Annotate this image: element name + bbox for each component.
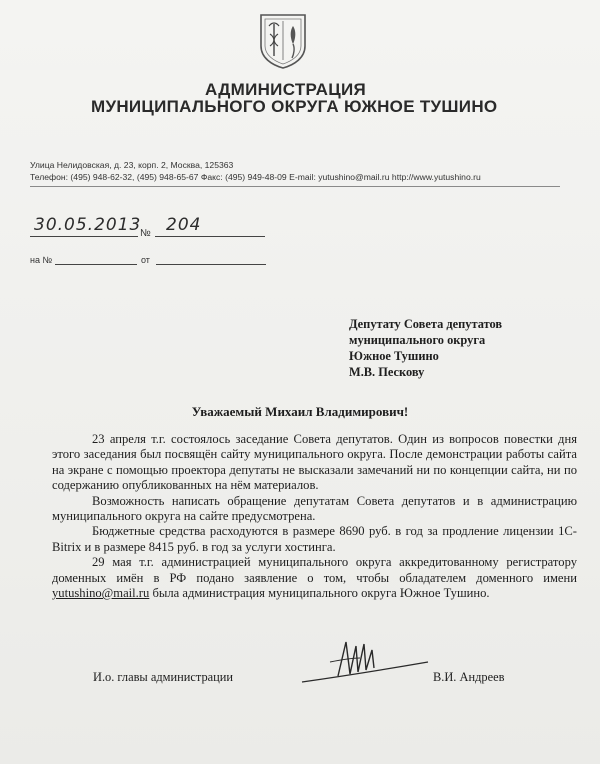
org-title-line2: МУНИЦИПАЛЬНОГО ОКРУГА ЮЖНОЕ ТУШИНО: [91, 97, 498, 116]
signer-role: И.о. главы администрации: [93, 670, 234, 684]
addressee-line: Депутату Совета депутатов: [349, 317, 503, 331]
signer-name: В.И. Андреев: [433, 670, 505, 684]
paragraph: Возможность написать обращение депутатам Совета депутатов и в администрацию муниципального округа на сайте предусмотрена.: [52, 493, 577, 524]
org-address: Улица Нелидовская, д. 23, корп. 2, Москва, 125363: [30, 160, 234, 170]
letter-body: [52, 432, 577, 601]
paragraph: [52, 555, 577, 601]
addressee-block: [349, 316, 502, 380]
org-title-line1: АДМИНИСТРАЦИЯ: [205, 80, 367, 99]
paragraph-text: 29 мая т.г. администрацией муниципального округа аккредитованному регистратору доменных имён в РФ подано заявление о том, чтобы обладателем доменного имени: [52, 555, 577, 585]
date-underline: [30, 236, 138, 237]
paragraph: 23 апреля т.г. состоялось заседание Совета депутатов. Один из вопросов повестки дня этого заседания был посвящён сайту муниципального округа. После демонстрации работы сайта на экране с помощью проектора депутаты не высказали замечаний ни по концепции сайта, ни по содержанию опубликованных на нём материалов.: [52, 432, 577, 493]
paragraph-text: была администрация муниципального округа Южное Тушино.: [149, 586, 490, 601]
from-label: от: [141, 255, 150, 265]
email-link[interactable]: yutushino@mail.ru: [52, 586, 150, 601]
number-label: №: [140, 228, 151, 239]
handwritten-signature: [300, 632, 430, 692]
addressee-line: М.В. Пескову: [349, 365, 425, 379]
greeting: Уважаемый Михаил Владимирович!: [191, 404, 409, 419]
from-underline: [156, 264, 266, 265]
number-underline: [155, 236, 265, 237]
header-divider: [30, 186, 560, 187]
ref-underline: [55, 264, 137, 265]
coat-of-arms-icon: [258, 12, 308, 70]
ref-label: на №: [30, 255, 53, 265]
addressee-line: муниципального округа: [349, 333, 486, 347]
org-contacts: Телефон: (495) 948-62-32, (495) 948-65-67 Факс: (495) 949-48-09 E-mail: yutushino@mail.ru http://www.yutushino.ru: [30, 172, 481, 182]
registration-date: 30.05.2013: [34, 215, 142, 235]
registration-number: 204: [166, 215, 202, 235]
addressee-line: Южное Тушино: [349, 349, 439, 363]
paragraph: Бюджетные средства расходуются в размере 8690 руб. в год за продление лицензии 1С-Bitrix и в размере 8415 руб. в год за услуги хостинга.: [52, 524, 577, 554]
